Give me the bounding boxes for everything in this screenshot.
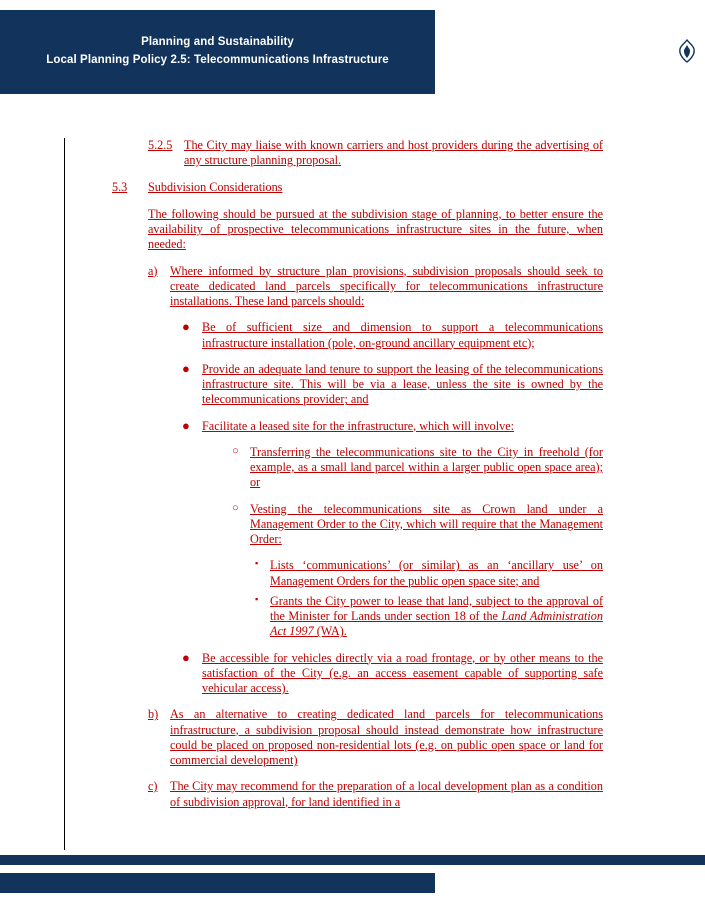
footer-white-notch (435, 873, 705, 893)
heading-5-3-text: Subdivision Considerations (148, 179, 283, 194)
list-item (148, 558, 603, 589)
list-item-c-text: The City may recommend for the preparation of a local development plan as a condition of subdivision approval, for land identified in a (170, 779, 603, 809)
page-footer (0, 855, 705, 895)
sub-sub-bullet-text-2 (270, 594, 603, 639)
bullet-dot-icon: ● (182, 417, 190, 433)
sub-sub-text-pre: Grants the City power to lease that land, subject to the approval of the Minister for Lands under section 18 of the (270, 593, 603, 623)
act-citation: Land Administration Act 1997 (270, 609, 603, 639)
list-item-b-label: b) (148, 707, 159, 722)
header-title-block (0, 10, 435, 94)
header-department-title: Planning and Sustainability (141, 36, 294, 49)
list-item-c-label: c) (148, 779, 158, 794)
sub-sub-text-post: (WA). (313, 624, 347, 639)
bullet-text-3: Facilitate a leased site for the infrastructure, which will involve: (202, 418, 515, 433)
page-header (0, 10, 705, 94)
document-body (0, 120, 705, 860)
heading-5-3 (112, 180, 603, 195)
sub-bullet-text-2: Vesting the telecommunications site as Crown land under a Management Order to the City, which will require that the Management Order: (250, 501, 603, 546)
list-item (148, 362, 603, 408)
list-item-c (148, 779, 603, 810)
list-item-b-text: As an alternative to creating dedicated land parcels for telecommunications infrastructure, a subdivision proposal should instead demonstrate how infrastructure could be placed on proposed non-residential lots (e.g. on public open space or land for commercial development) (170, 707, 603, 767)
list-item (148, 445, 603, 491)
list-item (148, 651, 603, 697)
list-item-a-text: Where informed by structure plan provisions, subdivision proposals should seek to create dedicated land parcels specifically for telecommunications infrastructure installations. These land parcels should: (170, 263, 603, 308)
header-white-notch (435, 10, 705, 94)
bullet-dot-icon: ● (182, 649, 190, 665)
city-crest-icon (675, 38, 699, 72)
list-item (148, 419, 603, 434)
list-item-a (148, 264, 603, 310)
clause-5-2-5 (148, 138, 603, 169)
footer-navy-rule (0, 855, 705, 865)
list-item-b (148, 707, 603, 768)
bullet-text-1: Be of sufficient size and dimension to support a telecommunications infrastructure installation (pole, on-ground ancillary equipment etc); (202, 320, 603, 350)
sub-sub-bullet-text-1: Lists ‘communications’ (or similar) as an ‘ancillary use’ on Management Orders for the public open space site; and (270, 558, 603, 588)
clause-5-2-5-text: The City may liaise with known carriers and host providers during the advertising of any structure planning proposal. (184, 138, 603, 168)
clause-5-2-5-number: 5.2.5 (148, 138, 173, 152)
bullet-dot-icon: ● (182, 360, 190, 376)
bullet-text-4: Be accessible for vehicles directly via a road frontage, or by other means to the satisfaction of the City (e.g. an access easement capable of supporting safe vehicular access). (202, 650, 603, 695)
sub-sub-bullet-square-icon: ▪ (255, 593, 259, 604)
list-item (148, 502, 603, 548)
revision-change-bar (64, 138, 65, 850)
sub-sub-bullet-square-icon: ▪ (255, 558, 259, 569)
list-item-a-label: a) (148, 263, 158, 278)
sub-bullet-circle-icon: ○ (232, 501, 239, 514)
list-item (148, 594, 603, 640)
bullet-dot-icon: ● (182, 319, 190, 335)
sub-bullet-circle-icon: ○ (232, 444, 239, 457)
heading-5-3-number: 5.3 (112, 179, 128, 194)
header-policy-title: Local Planning Policy 2.5: Telecommunications Infrastructure (46, 54, 389, 66)
document-text-column (112, 138, 603, 821)
bullet-text-2: Provide an adequate land tenure to support the leasing of the telecommunications infrastructure site. This will be via a lease, unless the site is owned by the telecommunications provider; and (202, 361, 603, 407)
list-item (148, 320, 603, 351)
sub-bullet-text-1: Transferring the telecommunications site to the City in freehold (for example, as a small land parcel within a larger public open space area); or (250, 444, 603, 490)
subdivision-intro-paragraph: The following should be pursued at the subdivision stage of planning, to better ensure the availability of prospective telecommunications infrastructure sites in the future, when needed: (148, 206, 603, 252)
